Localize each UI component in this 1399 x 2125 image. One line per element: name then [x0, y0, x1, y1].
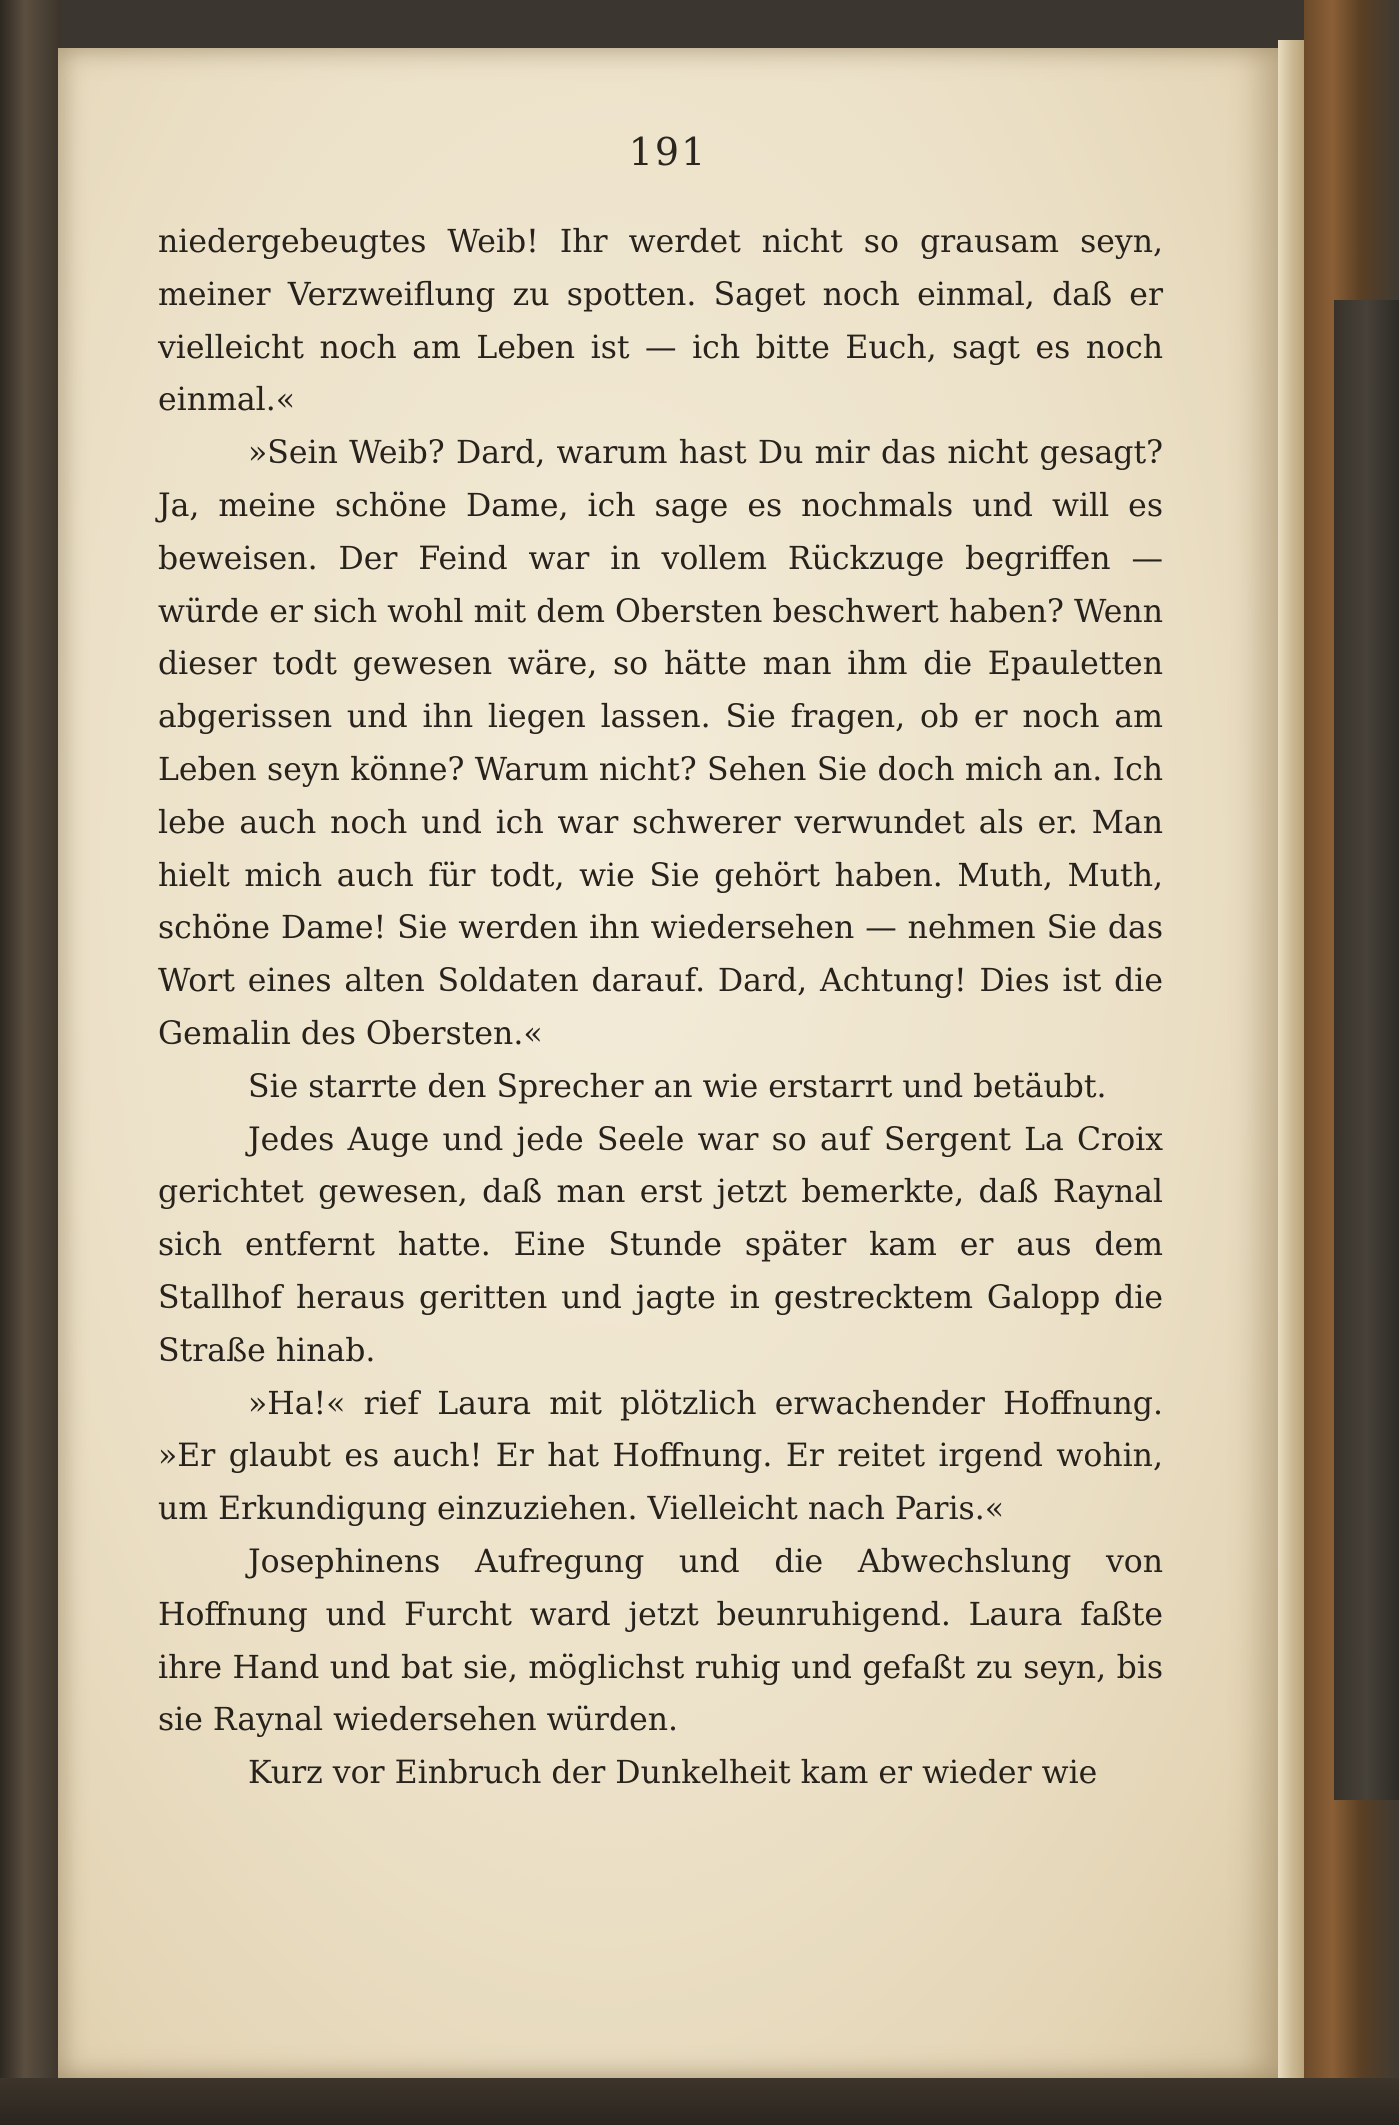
- page-number: 191: [628, 130, 708, 174]
- left-cover-edge: [0, 0, 62, 2125]
- paragraph: Kurz vor Einbruch der Dunkelheit kam er wieder wie: [248, 1755, 1098, 1792]
- paragraph: »Ha!« rief Laura mit plötzlich erwachender Hoffnung. »Er glaubt es auch! Er hat Hoffnung. Er reitet irgend wohin, um Erkundigung einzuziehen. Vielleicht nach Paris.«: [158, 1385, 1163, 1528]
- right-cover-spine: [1304, 0, 1399, 2125]
- page-block-edge: [1278, 40, 1304, 2085]
- bottom-cover-edge: [0, 2078, 1399, 2125]
- paragraph: »Sein Weib? Dard, warum hast Du mir das nicht gesagt? Ja, meine schöne Dame, ich sage es nochmals und will es beweisen. Der Feind war in vollem Rückzuge begriffen — würde er sich wohl mit dem Obersten beschwert haben? Wenn dieser todt gewesen wäre, so hätte man ihm die Epauletten abgerissen und ihn liegen lassen. Sie fragen, ob er noch am Leben seyn könne? Warum nicht? Sehen Sie doch mich an. Ich lebe auch noch und ich war schwerer verwundet als er. Man hielt mich auch für todt, wie Sie gehört haben. Muth, Muth, schöne Dame! Sie werden ihn wiedersehen — nehmen Sie das Wort eines alten Soldaten darauf. Dard, Achtung! Dies ist die Gemalin des Obersten.«: [158, 435, 1163, 1052]
- book-page: [58, 48, 1278, 2078]
- paragraph: Sie starrte den Sprecher an wie erstarrt und betäubt.: [248, 1068, 1107, 1105]
- page-body-text: [158, 216, 1163, 1800]
- paragraph: Jedes Auge und jede Seele war so auf Sergent La Croix gerichtet gewesen, daß man erst jetzt bemerkte, daß Raynal sich entfernt hatte. Eine Stunde später kam er aus dem Stallhof heraus geritten und jagte in gestrecktem Galopp die Straße hinab.: [158, 1121, 1163, 1369]
- paragraph: Josephinens Aufregung und die Abwechslung von Hoffnung und Furcht ward jetzt beunruhigend. Laura faßte ihre Hand und bat sie, möglichst ruhig und gefaßt zu seyn, bis sie Raynal wiedersehen würden.: [158, 1543, 1163, 1739]
- paragraph: niedergebeugtes Weib! Ihr werdet nicht so grausam seyn, meiner Verzweiflung zu spotten. Saget noch einmal, daß er vielleicht noch am Leben ist — ich bitte Euch, sagt es noch einmal.«: [158, 224, 1163, 419]
